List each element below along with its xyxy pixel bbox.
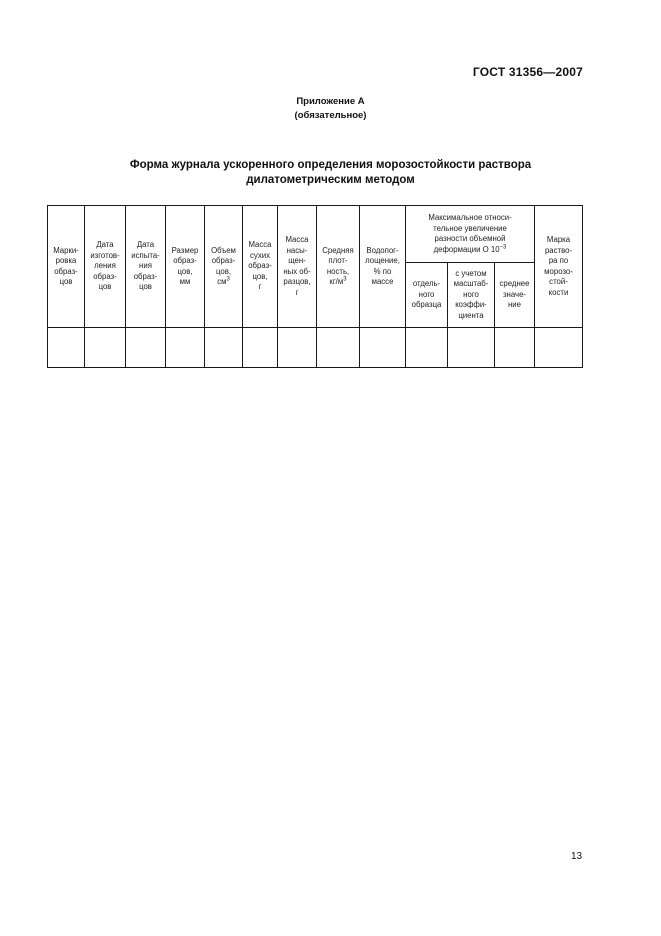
header-text-line: ления [94, 261, 116, 271]
subcolumn-header [448, 263, 495, 328]
header-text-line: Максимальное относи- [428, 213, 512, 222]
document-title-line-2: дилатометрическим методом [246, 174, 415, 186]
header-text-line: сухих [250, 250, 270, 260]
header-text-line: стой- [549, 277, 568, 286]
header-text-line: массе [371, 277, 394, 286]
header-text-line: цов, [252, 271, 268, 281]
header-text-line: цов [139, 282, 152, 292]
header-text-line: мм [179, 277, 191, 286]
superscript: 3 [226, 276, 230, 283]
table-cell[interactable] [448, 328, 495, 368]
header-text-line: Средняя [322, 245, 354, 255]
column-header [360, 206, 406, 328]
table-cell[interactable] [495, 328, 535, 368]
superscript: 3 [343, 276, 347, 283]
header-text-line: г [295, 287, 299, 297]
document-title [0, 158, 661, 188]
table-cell[interactable] [535, 328, 583, 368]
header-text-line: изготов- [90, 250, 120, 260]
header-text-line: тельное увеличение [433, 223, 507, 233]
standard-number: ГОСТ 31356—2007 [472, 65, 583, 79]
table-cell[interactable] [126, 328, 166, 368]
header-text-line: ного [418, 289, 435, 299]
header-text-line: $кг/м^3$ [329, 276, 347, 286]
header-text-line: $см^3$ [217, 276, 230, 286]
header-text-line: Водопог- [366, 245, 399, 255]
header-text-line: морозо- [544, 266, 573, 276]
table-header-row [48, 206, 583, 263]
header-text-line: образ- [54, 266, 78, 276]
header-text-line: Марка [546, 235, 571, 244]
table-cell[interactable] [48, 328, 85, 368]
header-text-line: раство- [544, 245, 573, 255]
header-text-line: щен- [288, 256, 306, 265]
table-cell[interactable] [317, 328, 360, 368]
header-text-line: ного [463, 289, 479, 299]
header-text-line: среднее [499, 279, 530, 289]
header-text-line: цов, [177, 266, 193, 276]
frost-grade-column-header [535, 206, 583, 328]
appendix-title: Приложение А [296, 96, 365, 107]
appendix-status: (обязательное) [294, 110, 367, 121]
header-text-line: цов [59, 277, 73, 286]
table-cell[interactable] [243, 328, 278, 368]
header-text-line: образ- [248, 261, 272, 271]
table-cell[interactable] [166, 328, 205, 368]
column-header [317, 206, 360, 328]
page-number: 13 [571, 851, 583, 862]
journal-form-table [47, 205, 583, 368]
header-text-line: образца [411, 300, 442, 310]
header-text-line: испыта- [131, 250, 160, 260]
table-row [48, 328, 583, 368]
appendix-heading [0, 95, 661, 123]
header-text-line: г [258, 282, 262, 292]
table-cell[interactable] [406, 328, 448, 368]
header-text-line: разцов, [283, 277, 311, 286]
document-title-line-1: Форма журнала ускоренного определения морозостойкости раствора [129, 159, 532, 171]
column-header [278, 206, 317, 328]
column-header [166, 206, 205, 328]
header-text-line: Масса [248, 240, 272, 250]
header-text-line: коэффи- [455, 300, 487, 310]
header-text-line: ние [508, 300, 521, 310]
column-header [243, 206, 278, 328]
header-text-line: ность, [326, 266, 350, 276]
header-text-line: масштаб- [453, 279, 489, 289]
header-text-line: с учетом [455, 268, 487, 278]
column-header [85, 206, 126, 328]
superscript: −3 [499, 243, 507, 250]
header-text-line: образ- [211, 256, 236, 265]
header-text-line: циента [458, 310, 484, 320]
header-text-line: Марки- [53, 245, 79, 255]
header-text-line: цов [98, 282, 112, 292]
subcolumn-header [406, 263, 448, 328]
header-text-line: Объем [211, 245, 236, 255]
header-text-line: цов, [215, 266, 232, 276]
table-cell[interactable] [278, 328, 317, 368]
header-text-line: насы- [286, 245, 308, 255]
header-text-line: ных об- [283, 266, 311, 276]
column-header [48, 206, 85, 328]
header-text-line: кости [548, 287, 569, 297]
header-text-line: разности объемной [434, 234, 506, 243]
header-text-line: % по [373, 266, 392, 276]
header-text-line: Масса [285, 235, 309, 244]
header-text-line: Размер [171, 245, 199, 255]
subcolumn-header [495, 263, 535, 328]
deformation-group-header [406, 206, 535, 263]
column-header [126, 206, 166, 328]
header-text-line: лощение, [365, 256, 400, 265]
header-text-line: плот- [328, 256, 348, 265]
header-text-line: Дата [136, 240, 155, 250]
table-cell[interactable] [360, 328, 406, 368]
header-text-line: образ- [93, 271, 117, 281]
header-text-line: ния [139, 261, 152, 271]
table-cell[interactable] [205, 328, 243, 368]
column-header [205, 206, 243, 328]
header-text-line: отдель- [412, 279, 441, 289]
header-text-line: образ- [133, 271, 158, 281]
header-text-line: образ- [173, 256, 197, 265]
header-text-line: деформации О $10^{-3}$ [433, 243, 507, 254]
table-cell[interactable] [85, 328, 126, 368]
header-text-line: значе- [502, 289, 527, 299]
header-text-line: ра по [548, 256, 569, 265]
header-text-line: Дата [96, 240, 114, 250]
header-text-line: ровка [55, 256, 77, 265]
